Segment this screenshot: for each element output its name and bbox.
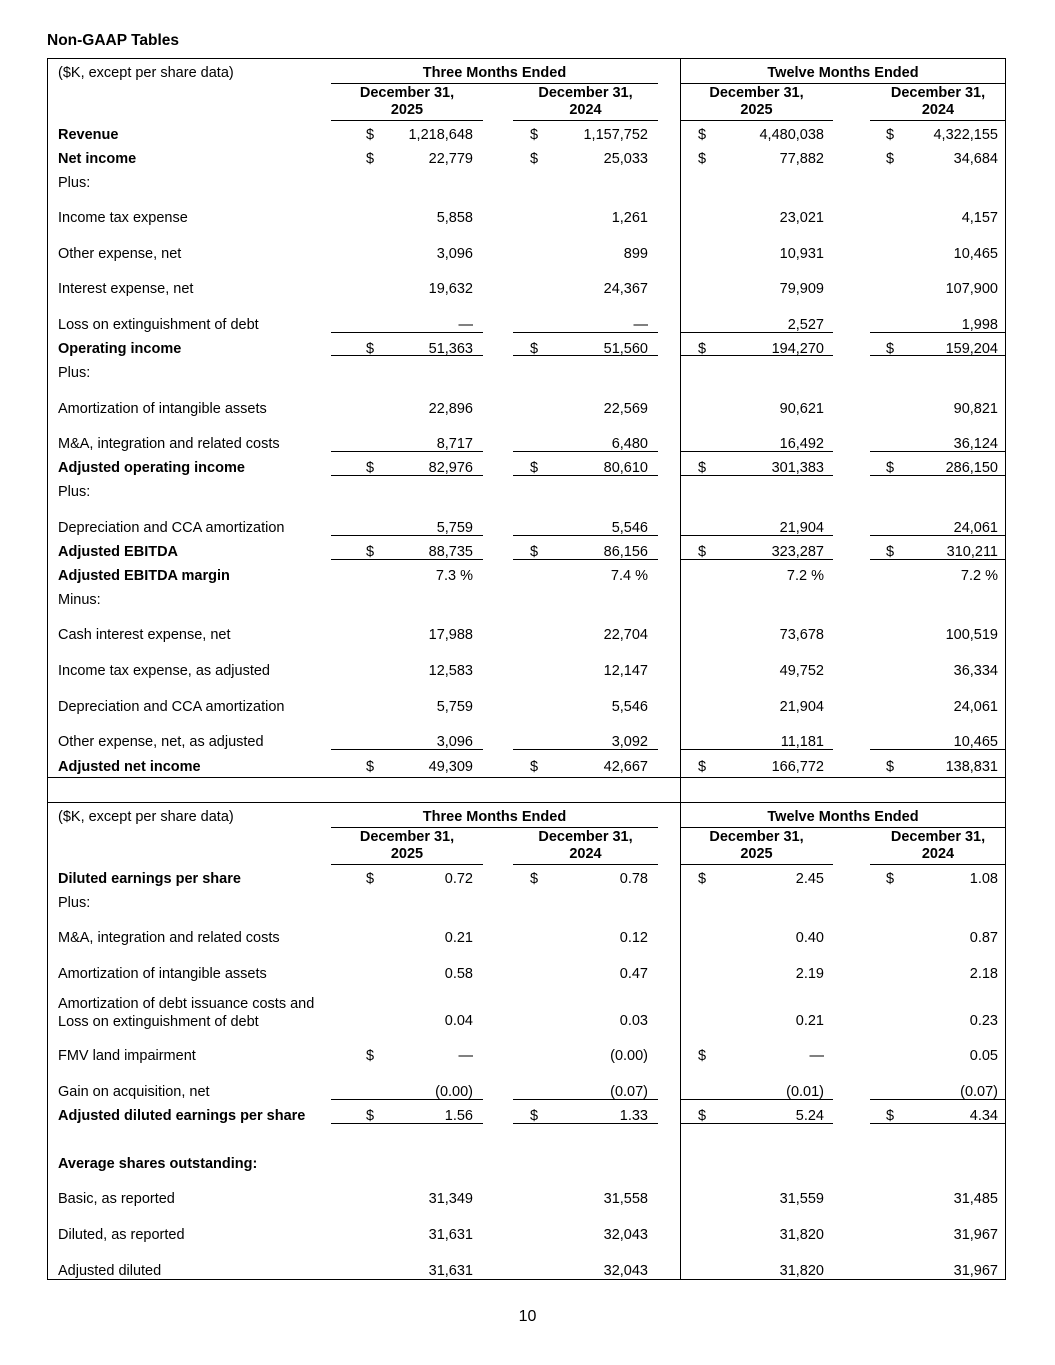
currency-symbol: $: [366, 341, 375, 357]
cell-value: 0.58: [444, 966, 473, 982]
cell-value: 0.04: [444, 1013, 473, 1029]
cell-value: 3,096: [436, 734, 473, 750]
page-title: Non-GAAP Tables: [47, 32, 180, 49]
value-underline: [513, 355, 658, 356]
cell-value: 32,043: [603, 1263, 648, 1279]
cell-value: 82,976: [428, 460, 473, 476]
cell-value: 5,546: [611, 699, 648, 715]
cell-value: 1.56: [444, 1108, 473, 1124]
column-header: December 31, 2025: [359, 829, 455, 862]
cell-value: 12,147: [603, 663, 648, 679]
value-underline: [513, 475, 658, 476]
column-header: December 31, 2025: [359, 85, 455, 118]
cell-value: 77,882: [779, 151, 824, 167]
currency-symbol: $: [698, 544, 707, 560]
cell-value: (0.00): [610, 1048, 648, 1064]
cell-value: 7.2 %: [786, 568, 824, 584]
currency-symbol: $: [698, 460, 707, 476]
column-header: December 31, 2025: [709, 85, 804, 118]
table-row: [48, 210, 1005, 228]
table-row: [48, 1191, 1005, 1209]
cell-value: 34,684: [953, 151, 998, 167]
cell-value: 22,569: [603, 401, 648, 417]
row-label: Adjusted EBITDA margin: [58, 568, 230, 584]
cell-value: 159,204: [945, 341, 998, 357]
value-underline: [331, 451, 483, 452]
table-row: [48, 484, 1005, 502]
row-label: Income tax expense: [58, 210, 188, 226]
cell-value: 21,904: [779, 520, 824, 536]
currency-symbol: $: [366, 759, 375, 775]
row-label: Income tax expense, as adjusted: [58, 663, 270, 679]
cell-value: 6,480: [611, 436, 648, 452]
unit-label: ($K, except per share data): [58, 809, 234, 825]
column-header-rule: [331, 120, 483, 121]
non-gaap-eps-table: [47, 802, 1006, 1280]
cell-value: 8,717: [436, 436, 473, 452]
row-label: Adjusted operating income: [58, 460, 245, 476]
cell-value: 51,560: [603, 341, 648, 357]
cell-value: 31,349: [428, 1191, 473, 1207]
cell-value: 31,558: [603, 1191, 648, 1207]
value-underline: [870, 535, 1006, 536]
cell-value: 90,821: [953, 401, 998, 417]
row-label: Diluted earnings per share: [58, 871, 241, 887]
currency-symbol: $: [698, 871, 707, 887]
cell-value: 36,334: [953, 663, 998, 679]
currency-symbol: $: [698, 1048, 707, 1064]
table-row: [48, 365, 1005, 383]
row-label: Plus:: [58, 175, 91, 191]
cell-value: 7.2 %: [960, 568, 998, 584]
row-label: M&A, integration and related costs: [58, 436, 280, 452]
row-label: FMV land impairment: [58, 1048, 196, 1064]
cell-value: 11,181: [780, 734, 824, 750]
cell-value: 0.03: [619, 1013, 648, 1029]
cell-value: 310,211: [946, 544, 998, 560]
table-row: [48, 592, 1005, 610]
currency-symbol: $: [698, 127, 707, 143]
cell-value: 5,858: [436, 210, 473, 226]
currency-symbol: $: [886, 544, 895, 560]
unit-label: ($K, except per share data): [58, 65, 234, 81]
cell-value: 5,759: [436, 699, 473, 715]
cell-value: (0.01): [786, 1084, 824, 1100]
row-label: Adjusted EBITDA: [58, 544, 179, 560]
cell-value: 0.21: [795, 1013, 824, 1029]
value-underline: [870, 1123, 1006, 1124]
cell-value: 899: [623, 246, 648, 262]
cell-value: 301,383: [771, 460, 824, 476]
value-underline: [331, 332, 483, 333]
row-label: Minus:: [58, 592, 101, 608]
value-underline: [870, 475, 1006, 476]
currency-symbol: $: [886, 1108, 895, 1124]
cell-value: 1,218,648: [408, 127, 473, 143]
group-header-rule: [680, 827, 1006, 828]
cell-value: 2.18: [969, 966, 998, 982]
cell-value: 194,270: [771, 341, 824, 357]
table-row: [48, 401, 1005, 419]
value-underline: [513, 451, 658, 452]
cell-value: 88,735: [428, 544, 473, 560]
cell-value: 5,759: [436, 520, 473, 536]
value-underline: [331, 749, 483, 750]
value-underline: [870, 451, 1006, 452]
value-underline: [680, 355, 833, 356]
period-group-header: Twelve Months Ended: [767, 65, 919, 81]
column-header-rule: [870, 864, 1006, 865]
value-underline: [331, 535, 483, 536]
cell-value: 49,752: [779, 663, 824, 679]
value-underline: [870, 559, 1006, 560]
column-header-rule: [870, 120, 1006, 121]
cell-value: 32,043: [603, 1227, 648, 1243]
cell-value: 10,465: [953, 734, 998, 750]
cell-value: 0.05: [969, 1048, 998, 1064]
row-label: Gain on acquisition, net: [58, 1084, 210, 1100]
cell-value: 79,909: [779, 281, 824, 297]
cell-value: 4,480,038: [759, 127, 824, 143]
cell-value: 1,261: [611, 210, 648, 226]
currency-symbol: $: [698, 759, 707, 775]
cell-value: 51,363: [428, 341, 473, 357]
cell-value: 5,546: [611, 520, 648, 536]
cell-value: 0.47: [619, 966, 648, 982]
currency-symbol: $: [530, 341, 539, 357]
table-row: [48, 1156, 1005, 1174]
column-header-rule: [680, 864, 833, 865]
cell-value: 31,631: [428, 1263, 473, 1279]
currency-symbol: $: [530, 544, 539, 560]
row-label: Diluted, as reported: [58, 1227, 185, 1243]
row-label: Plus:: [58, 365, 91, 381]
table-row: [48, 759, 1005, 777]
cell-value: 90,621: [779, 401, 824, 417]
value-underline: [870, 332, 1006, 333]
row-label: Plus:: [58, 895, 91, 911]
value-underline: [331, 559, 483, 560]
table-row: [48, 1048, 1005, 1066]
currency-symbol: $: [698, 341, 707, 357]
cell-value: 22,704: [603, 627, 648, 643]
cell-value: 4.34: [969, 1108, 998, 1124]
cell-value: 10,465: [953, 246, 998, 262]
group-header-rule: [331, 827, 658, 828]
value-underline: [680, 535, 833, 536]
cell-value: 49,309: [428, 759, 473, 775]
row-label: Interest expense, net: [58, 281, 194, 297]
cell-value: 24,367: [603, 281, 648, 297]
table-row: [48, 966, 1005, 984]
row-label: Other expense, net, as adjusted: [58, 734, 264, 750]
row-label: Depreciation and CCA amortization: [58, 699, 285, 715]
row-label: Adjusted net income: [58, 759, 201, 775]
value-underline: [870, 749, 1006, 750]
table-row: [48, 627, 1005, 645]
table-row: [48, 930, 1005, 948]
cell-value: 4,157: [961, 210, 998, 226]
value-underline: [513, 749, 658, 750]
row-label: Operating income: [58, 341, 182, 357]
cell-value: 107,900: [945, 281, 998, 297]
row-label: Average shares outstanding:: [58, 1156, 258, 1172]
table-row: [48, 246, 1005, 264]
cell-value: 0.87: [969, 930, 998, 946]
table-spacer: [47, 777, 1006, 803]
cell-value: 31,485: [953, 1191, 998, 1207]
currency-symbol: $: [530, 759, 539, 775]
cell-value: 36,124: [953, 436, 998, 452]
cell-value: 1.33: [619, 1108, 648, 1124]
column-header: December 31, 2024: [538, 85, 633, 118]
period-group-header: Three Months Ended: [422, 65, 567, 81]
cell-value: 166,772: [771, 759, 824, 775]
cell-value: 86,156: [603, 544, 648, 560]
value-underline: [680, 1123, 833, 1124]
cell-value: 31,631: [428, 1227, 473, 1243]
value-underline: [513, 332, 658, 333]
cell-value: 4,322,155: [933, 127, 998, 143]
period-group-header: Three Months Ended: [422, 809, 567, 825]
table-row: [48, 663, 1005, 681]
column-header: December 31, 2024: [890, 85, 986, 118]
cell-value: 42,667: [603, 759, 648, 775]
currency-symbol: $: [886, 151, 895, 167]
row-label: Amortization of intangible assets: [58, 966, 267, 982]
currency-symbol: $: [886, 127, 895, 143]
cell-value: 2,527: [787, 317, 824, 333]
cell-value: 0.21: [444, 930, 473, 946]
row-label: Loss on extinguishment of debt: [58, 317, 259, 333]
value-underline: [680, 451, 833, 452]
row-label: Adjusted diluted: [58, 1263, 162, 1279]
column-header: December 31, 2025: [709, 829, 804, 862]
row-label: M&A, integration and related costs: [58, 930, 280, 946]
cell-value: 3,092: [611, 734, 648, 750]
cell-value: 100,519: [945, 627, 998, 643]
value-underline: [680, 1099, 833, 1100]
cell-value: 24,061: [953, 520, 998, 536]
cell-value: 7.3 %: [435, 568, 473, 584]
cell-value: 10,931: [779, 246, 824, 262]
value-underline: [680, 332, 833, 333]
cell-value: 31,967: [953, 1263, 998, 1279]
column-header-rule: [513, 864, 658, 865]
cell-value: 17,988: [428, 627, 473, 643]
value-underline: [680, 559, 833, 560]
page-number: 10: [518, 1308, 537, 1325]
row-label: Cash interest expense, net: [58, 627, 231, 643]
cell-value: 1,157,752: [583, 127, 648, 143]
cell-value: —: [458, 317, 473, 333]
cell-value: 25,033: [603, 151, 648, 167]
column-header-rule: [680, 120, 833, 121]
cell-value: 138,831: [945, 759, 998, 775]
table-row: [48, 568, 1005, 586]
cell-value: 0.40: [795, 930, 824, 946]
currency-symbol: $: [366, 127, 375, 143]
cell-value: —: [633, 317, 648, 333]
table-row: [48, 1263, 1005, 1281]
row-label: Amortization of debt issuance costs and Loss on extinguishment of debt: [58, 996, 315, 1030]
cell-value: 31,820: [779, 1263, 824, 1279]
cell-value: (0.07): [960, 1084, 998, 1100]
group-header-rule: [331, 83, 658, 84]
cell-value: 0.78: [619, 871, 648, 887]
cell-value: 21,904: [779, 699, 824, 715]
currency-symbol: $: [366, 1048, 375, 1064]
row-label: Plus:: [58, 484, 91, 500]
table-row: [48, 895, 1005, 913]
column-header-rule: [513, 120, 658, 121]
value-underline: [513, 535, 658, 536]
cell-value: 31,967: [953, 1227, 998, 1243]
currency-symbol: $: [366, 151, 375, 167]
cell-value: 7.4 %: [610, 568, 648, 584]
cell-value: 0.23: [969, 1013, 998, 1029]
cell-value: 73,678: [779, 627, 824, 643]
column-header: December 31, 2024: [538, 829, 633, 862]
cell-value: 1,998: [961, 317, 998, 333]
table-row: [48, 281, 1005, 299]
currency-symbol: $: [886, 341, 895, 357]
row-label: Depreciation and CCA amortization: [58, 520, 285, 536]
cell-value: (0.00): [435, 1084, 473, 1100]
currency-symbol: $: [366, 460, 375, 476]
cell-value: —: [458, 1048, 473, 1064]
row-label: Other expense, net: [58, 246, 182, 262]
cell-value: 12,583: [428, 663, 473, 679]
value-underline: [870, 1099, 1006, 1100]
cell-value: 3,096: [436, 246, 473, 262]
group-header-rule: [680, 83, 1006, 84]
cell-value: 16,492: [779, 436, 824, 452]
table-row: [48, 127, 1005, 145]
value-underline: [680, 475, 833, 476]
cell-value: 2.45: [795, 871, 824, 887]
cell-value: 23,021: [779, 210, 824, 226]
cell-value: 2.19: [795, 966, 824, 982]
currency-symbol: $: [886, 871, 895, 887]
cell-value: 1.08: [969, 871, 998, 887]
currency-symbol: $: [698, 1108, 707, 1124]
column-header-rule: [331, 864, 483, 865]
value-underline: [331, 475, 483, 476]
table-row: [48, 341, 1005, 359]
cell-value: 80,610: [603, 460, 648, 476]
non-gaap-income-table: [47, 58, 1006, 778]
value-underline: [870, 355, 1006, 356]
currency-symbol: $: [366, 544, 375, 560]
cell-value: 31,559: [779, 1191, 824, 1207]
currency-symbol: $: [886, 460, 895, 476]
cell-value: 0.72: [444, 871, 473, 887]
currency-symbol: $: [530, 1108, 539, 1124]
cell-value: 5.24: [795, 1108, 824, 1124]
row-label: Revenue: [58, 127, 119, 143]
currency-symbol: $: [530, 871, 539, 887]
value-underline: [331, 1099, 483, 1100]
currency-symbol: $: [530, 127, 539, 143]
currency-symbol: $: [886, 759, 895, 775]
cell-value: 286,150: [945, 460, 998, 476]
cell-value: —: [809, 1048, 824, 1064]
value-underline: [331, 355, 483, 356]
value-underline: [331, 1123, 483, 1124]
currency-symbol: $: [530, 151, 539, 167]
period-group-header: Twelve Months Ended: [767, 809, 919, 825]
currency-symbol: $: [366, 871, 375, 887]
currency-symbol: $: [530, 460, 539, 476]
row-label: Amortization of intangible assets: [58, 401, 267, 417]
value-underline: [513, 1123, 658, 1124]
table-row: [48, 175, 1005, 193]
currency-symbol: $: [698, 151, 707, 167]
table-row: [48, 151, 1005, 169]
column-header: December 31, 2024: [890, 829, 986, 862]
table-row: [48, 1227, 1005, 1245]
table-row: [48, 699, 1005, 717]
cell-value: 31,820: [779, 1227, 824, 1243]
cell-value: 24,061: [953, 699, 998, 715]
currency-symbol: $: [366, 1108, 375, 1124]
value-underline: [513, 1099, 658, 1100]
cell-value: 0.12: [619, 930, 648, 946]
cell-value: 19,632: [428, 281, 473, 297]
row-label: Net income: [58, 151, 137, 167]
row-label: Basic, as reported: [58, 1191, 175, 1207]
table-row: [48, 871, 1005, 889]
value-underline: [680, 749, 833, 750]
cell-value: 22,896: [428, 401, 473, 417]
value-underline: [513, 559, 658, 560]
cell-value: 323,287: [771, 544, 824, 560]
table-row: [48, 996, 1005, 1031]
cell-value: (0.07): [610, 1084, 648, 1100]
row-label: Adjusted diluted earnings per share: [58, 1108, 306, 1124]
cell-value: 22,779: [428, 151, 473, 167]
